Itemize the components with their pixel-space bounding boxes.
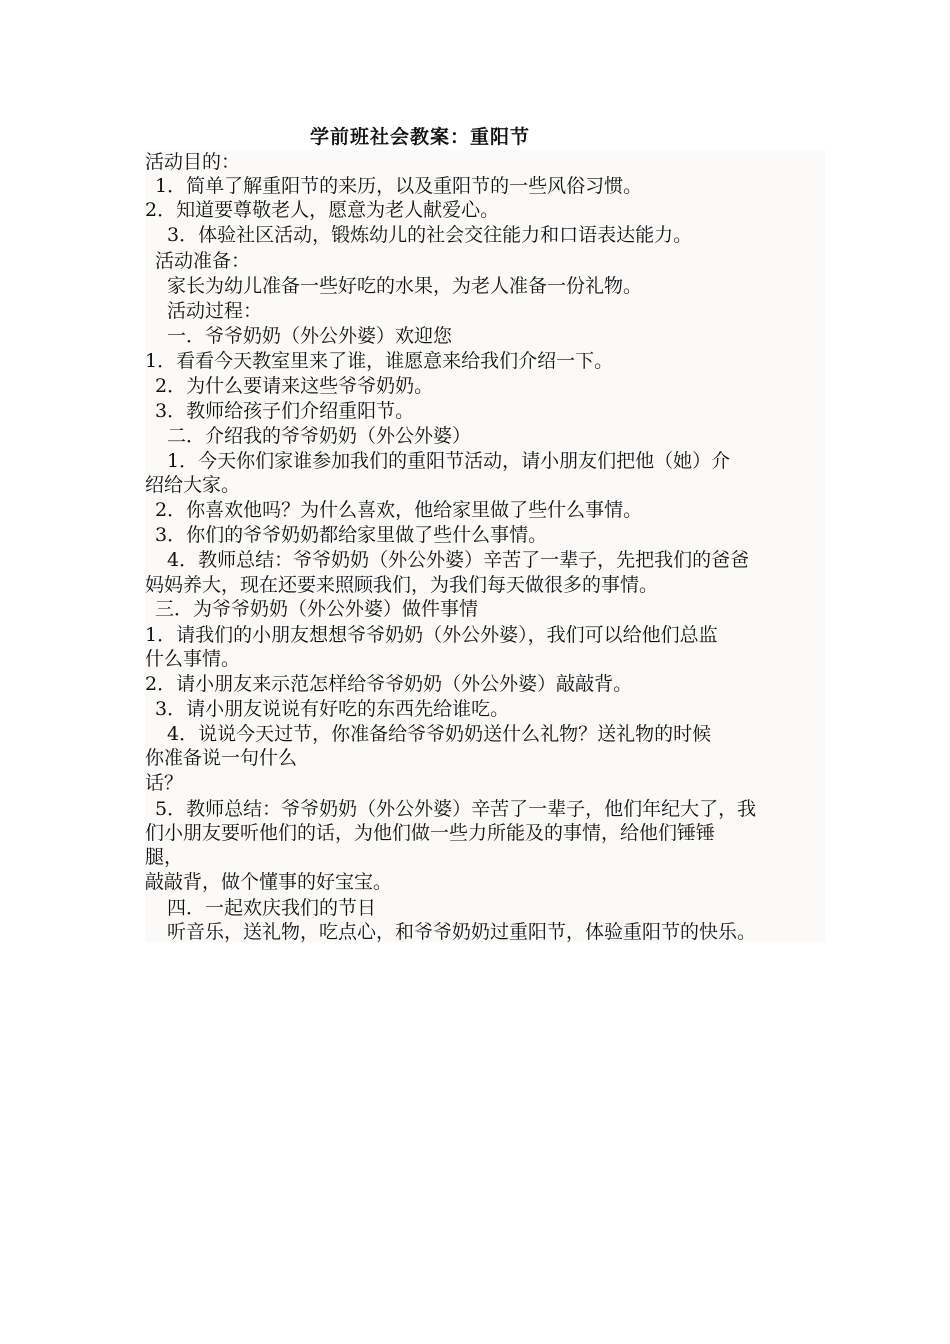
body-line: 二．介绍我的爷爷奶奶（外公外婆） xyxy=(167,425,472,447)
body-line: 活动准备： xyxy=(155,250,251,272)
body-line: 一．爷爷奶奶（外公外婆）欢迎您 xyxy=(167,325,453,347)
body-line: 4．说说今天过节，你准备给爷爷奶奶送什么礼物？送礼物的时候 xyxy=(167,723,712,745)
body-line: 什么事情。 xyxy=(145,648,241,670)
body-line: 敲敲背，做个懂事的好宝宝。 xyxy=(145,871,393,893)
document-body xyxy=(145,150,825,942)
body-line: 绍给大家。 xyxy=(145,474,241,496)
body-line: 2．你喜欢他吗？为什么喜欢，他给家里做了些什么事情。 xyxy=(155,499,643,521)
body-line: 4．教师总结：爷爷奶奶（外公外婆）辛苦了一辈子，先把我们的爸爸 xyxy=(167,549,750,571)
body-line: 1．请我们的小朋友想想爷爷奶奶（外公外婆），我们可以给他们总监 xyxy=(145,624,718,646)
body-line: 3．教师给孩子们介绍重阳节。 xyxy=(155,400,415,422)
body-line: 1．今天你们家谁参加我们的重阳节活动，请小朋友们把他（她）介 xyxy=(167,450,731,472)
body-line: 听音乐，送礼物，吃点心，和爷爷奶奶过重阳节，体验重阳节的快乐。 xyxy=(167,921,757,943)
body-line: 们小朋友要听他们的话，为他们做一些力所能及的事情，给他们锤锤 xyxy=(145,822,716,844)
body-line: 2．知道要尊敬老人，愿意为老人献爱心。 xyxy=(145,199,500,221)
body-line: 2．请小朋友来示范怎样给爷爷奶奶（外公外婆）敲敲背。 xyxy=(145,673,633,695)
body-line: 话？ xyxy=(145,772,184,794)
document-title: 学前班社会教案：重阳节 xyxy=(310,126,531,148)
body-line: 三．为爷爷奶奶（外公外婆）做件事情 xyxy=(155,598,479,620)
body-line: 1．简单了解重阳节的来历，以及重阳节的一些风俗习惯。 xyxy=(155,175,643,197)
body-line: 3．请小朋友说说有好吃的东西先给谁吃。 xyxy=(155,698,510,720)
body-line: 活动过程： xyxy=(167,300,263,322)
body-line: 3．你们的爷爷奶奶都给家里做了些什么事情。 xyxy=(155,524,548,546)
body-line: 1．看看今天教室里来了谁，谁愿意来给我们介绍一下。 xyxy=(145,350,614,372)
body-line: 四．一起欢庆我们的节日 xyxy=(167,897,377,919)
body-line: 妈妈养大，现在还要来照顾我们，为我们每天做很多的事情。 xyxy=(145,574,659,596)
body-line: 5．教师总结：爷爷奶奶（外公外婆）辛苦了一辈子，他们年纪大了，我 xyxy=(155,798,757,820)
body-line: 腿， xyxy=(145,846,184,868)
body-line: 2．为什么要请来这些爷爷奶奶。 xyxy=(155,375,434,397)
body-line: 你准备说一句什么 xyxy=(145,747,298,769)
body-line: 家长为幼儿准备一些好吃的水果，为老人准备一份礼物。 xyxy=(167,275,643,297)
body-line: 3．体验社区活动，锻炼幼儿的社会交往能力和口语表达能力。 xyxy=(167,224,693,246)
body-line: 活动目的： xyxy=(145,151,241,173)
